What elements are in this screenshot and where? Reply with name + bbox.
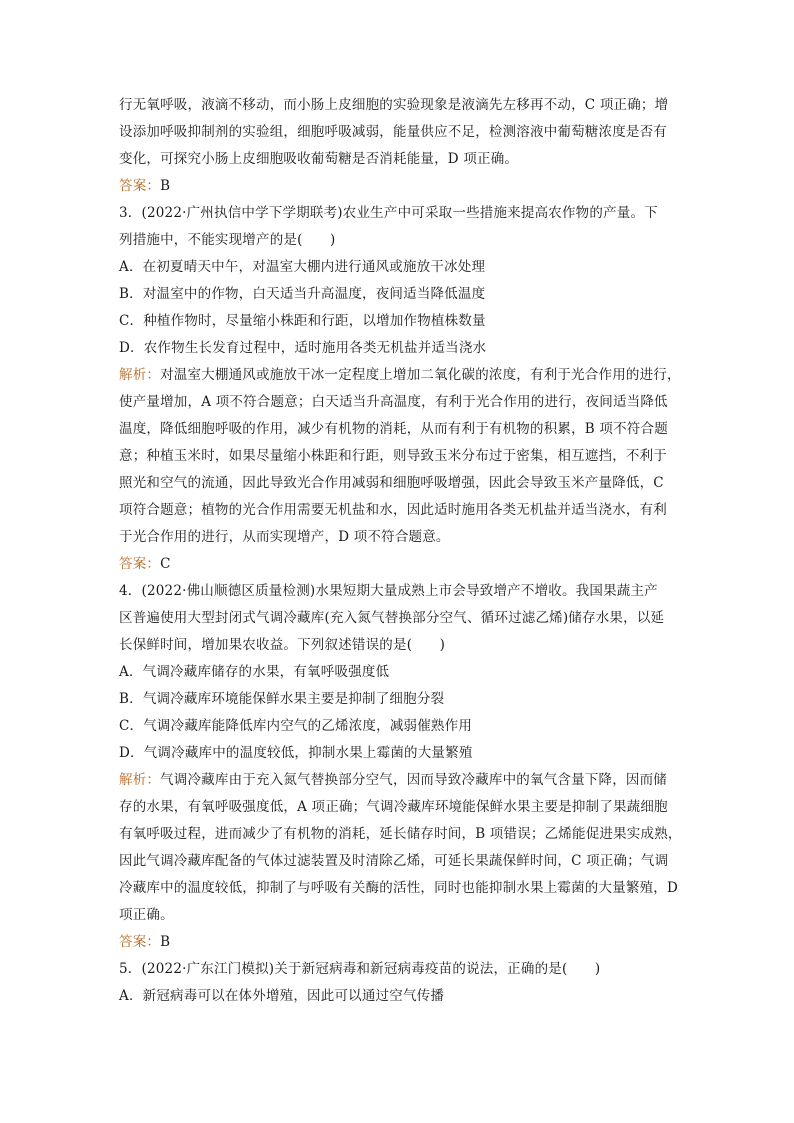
question-stem-line: 列措施中，不能实现增产的是( ) [119,232,336,248]
answer-value: C [160,556,171,572]
answer-value: B [160,178,171,194]
option-b: B．气调冷藏库环境能保鲜水果主要是抑制了细胞分裂 [119,691,445,707]
question-stem-line: 4．(2022·佛山顺德区质量检测)水果短期大量成熟上市会导致增产不增收。我国果蔬主产 [119,583,658,599]
question-stem-line: 长保鲜时间，增加果农收益。下列叙述错误的是( ) [119,637,446,653]
option-a: A．新冠病毒可以在体外增殖，因此可以通过空气传播 [119,988,445,1004]
answer-label: 答案： [119,556,161,572]
document-body [119,92,681,1010]
question-stem-line: 5．(2022·广东江门模拟)关于新冠病毒和新冠病毒疫苗的说法，正确的是( ) [119,961,601,977]
analysis-line: 项正确。 [119,907,174,923]
analysis-line: 冷藏库中的温度较低，抑制了与呼吸有关酶的活性，同时也能抑制水果上霉菌的大量繁殖，D [119,880,679,896]
answer-label: 答案： [119,178,161,194]
question-3 [119,200,681,578]
option-a: A．气调冷藏库储存的水果，有氧呼吸强度低 [119,664,390,680]
option-b: B．对温室中的作物，白天适当升高温度，夜间适当降低温度 [119,286,486,302]
option-c: C．气调冷藏库能降低库内空气的乙烯浓度，减弱催熟作用 [119,718,473,734]
text-line: 设添加呼吸抑制剂的实验组，细胞呼吸减弱，能量供应不足，检测溶液中葡萄糖浓度是否有 [119,124,667,140]
option-d: D．气调冷藏库中的温度较低，抑制水果上霉菌的大量繁殖 [119,745,473,761]
analysis-line: 照光和空气的流通，因此导致光合作用减弱和细胞呼吸增强，因此会导致玉米产量降低，C [119,475,664,491]
answer-line [119,929,681,956]
analysis-text: 对温室大棚通风或施放干冰一定程度上增加二氧化碳的浓度，有利于光合作用的进行， [160,367,681,383]
answer-value: B [160,934,171,950]
question-5 [119,956,681,1010]
analysis-line: 因此气调冷藏库配备的气体过滤装置及时清除乙烯，可延长果蔬保鲜时间，C 项正确；气调 [119,853,669,869]
option-a: A．在初夏晴天中午，对温室大棚内进行通风或施放干冰处理 [119,259,486,275]
answer-label: 答案： [119,934,161,950]
question-4 [119,578,681,956]
analysis-line: 存的水果，有氧呼吸强度低，A 项正确；气调冷藏库环境能保鲜水果主要是抑制了果蔬细胞 [119,799,668,815]
option-d: D．农作物生长发育过程中，适时施用各类无机盐并适当浇水 [119,340,487,356]
analysis-text: 气调冷藏库由于充入氮气替换部分空气，因而导致冷藏库中的氧气含量下降，因而储 [160,772,668,788]
question-stem-line: 区普遍使用大型封闭式气调冷藏库(充入氮气替换部分空气、循环过滤乙烯)储存水果，以延 [119,610,665,626]
question-stem-line: 3．(2022·广州执信中学下学期联考)农业生产中可采取一些措施来提高农作物的产量。下 [119,205,658,221]
answer-line [119,551,681,578]
answer-line [119,173,681,200]
text-line: 变化，可探究小肠上皮细胞吸收葡萄糖是否消耗能量，D 项正确。 [119,151,519,167]
analysis-line: 温度，降低细胞呼吸的作用，减少有机物的消耗，从而有利于有机物的积累，B 项不符合题 [119,421,668,437]
text-line: 行无氧呼吸，液滴不移动，而小肠上皮细胞的实验现象是液滴先左移再不动，C 项正确；增 [119,97,669,113]
analysis-line [119,767,681,794]
option-c: C．种植作物时，尽量缩小株距和行距，以增加作物植株数量 [119,313,486,329]
analysis-line: 使产量增加，A 项不符合题意；白天适当升高温度，有利于光合作用的进行，夜间适当降低 [119,394,668,410]
analysis-label: 解析： [119,367,161,383]
analysis-label: 解析： [119,772,161,788]
intro-paragraph [119,92,681,173]
analysis-line: 项符合题意；植物的光合作用需要无机盐和水，因此适时施用各类无机盐并适当浇水，有利 [119,502,667,518]
analysis-line: 有氧呼吸过程，进而减少了有机物的消耗，延长储存时间，B 项错误；乙烯能促进果实成熟， [119,826,682,842]
analysis-line: 于光合作用的进行，从而实现增产，D 项不符合题意。 [119,529,450,545]
analysis-line: 意；种植玉米时，如果尽量缩小株距和行距，则导致玉米分布过于密集，相互遮挡，不利于 [119,448,667,464]
analysis-line [119,362,681,389]
